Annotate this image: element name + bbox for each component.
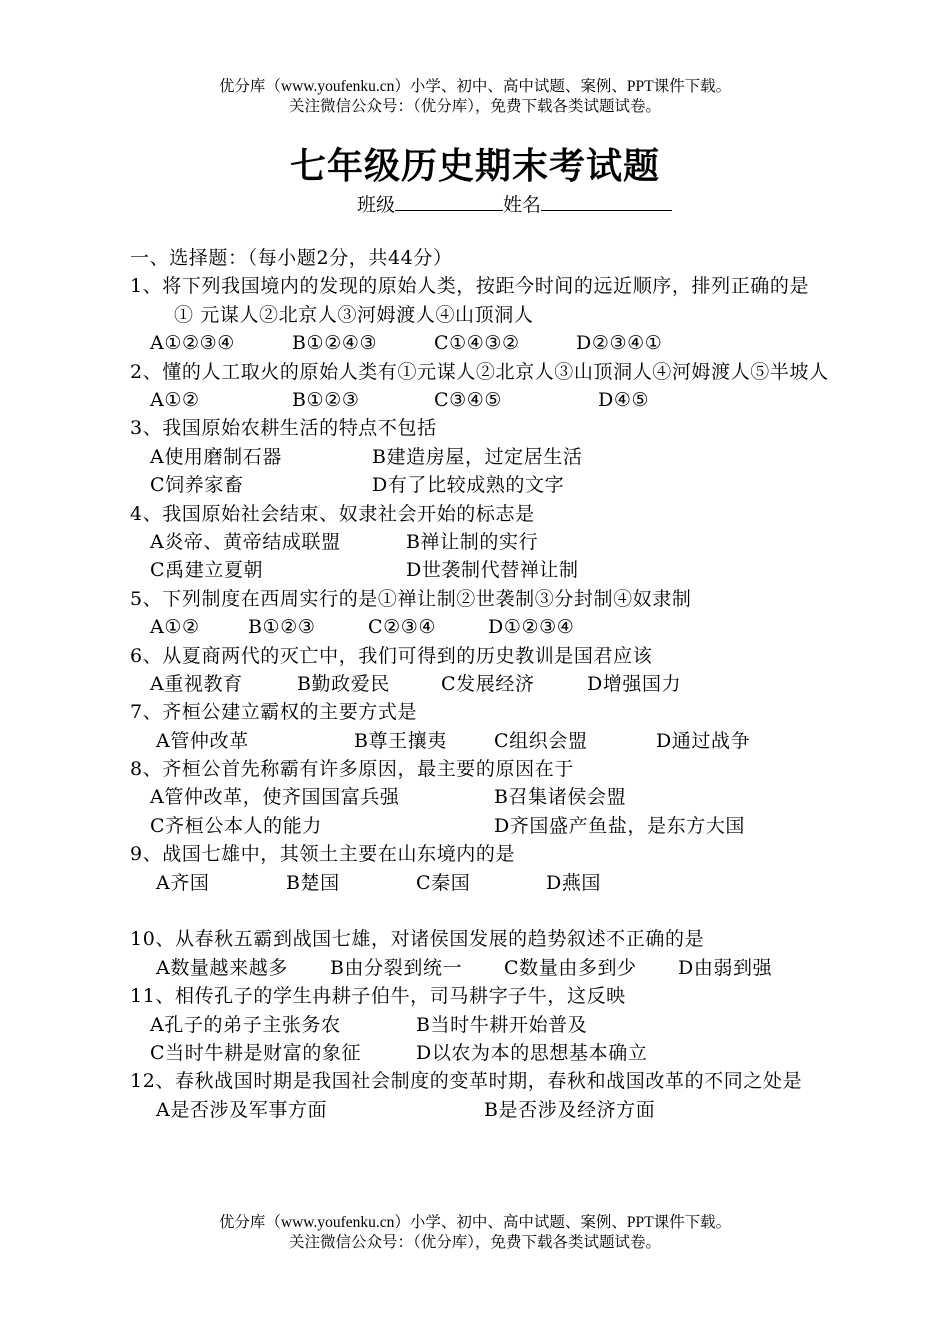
option-b: B召集诸侯会盟 [494, 786, 627, 809]
option-b: B尊王攘夷 [354, 729, 447, 752]
option-a: A炎帝、黄帝结成联盟 [150, 530, 341, 553]
option-a: A管仲改革，使齐国国富兵强 [150, 786, 400, 809]
option-row [130, 556, 830, 584]
option-b: B①②③ [248, 616, 316, 639]
question-7: 7、齐桓公建立霸权的主要方式是 [130, 701, 418, 724]
question-8: 8、齐桓公首先称霸有许多原因，最主要的原因在于 [130, 758, 574, 781]
option-a: A①② [150, 616, 200, 639]
student-info [357, 190, 672, 218]
option-d: D有了比较成熟的文字 [372, 474, 565, 497]
option-d: D④⑤ [598, 388, 650, 411]
option-b: B由分裂到统一 [330, 956, 463, 979]
option-c: C②③④ [368, 616, 437, 639]
question-9: 9、战国七雄中，其领土主要在山东境内的是 [130, 843, 516, 866]
option-row [130, 1039, 830, 1067]
option-row [130, 1011, 830, 1039]
option-b: B建造房屋，过定居生活 [372, 445, 583, 468]
option-c: C③④⑤ [434, 388, 503, 411]
option-row [130, 1096, 830, 1124]
option-b: B勤政爱民 [297, 672, 390, 695]
option-c: C饲养家畜 [150, 474, 244, 497]
option-row [130, 670, 830, 698]
option-row [130, 471, 830, 499]
option-c: C秦国 [416, 871, 471, 894]
question-2 [130, 358, 830, 386]
class-blank [395, 190, 503, 211]
option-a: A重视教育 [150, 672, 243, 695]
option-b: B当时牛耕开始普及 [416, 1013, 588, 1036]
page-footer [0, 1213, 950, 1253]
section-heading: 一、选择题：（每小题2分，共44分） [130, 247, 453, 269]
option-row [130, 869, 830, 897]
question-10: 10、从春秋五霸到战国七雄，对诸侯国发展的趋势叙述不正确的是 [130, 928, 705, 951]
option-d: D增强国力 [587, 672, 682, 695]
option-row [130, 812, 830, 840]
question-1 [130, 272, 830, 300]
option-c: C齐桓公本人的能力 [150, 814, 322, 837]
option-c: C①④③② [434, 332, 520, 355]
option-d: D以农为本的思想基本确立 [416, 1041, 648, 1064]
exam-title: 七年级历史期末考试题 [289, 146, 660, 187]
question-3: 3、我国原始农耕生活的特点不包括 [130, 417, 437, 440]
option-a: A管仲改革 [156, 729, 249, 752]
question-text: 1、将下列我国境内的发现的原始人类，按距今时间的远近顺序，排列正确的是 [130, 275, 810, 298]
question-11: 11、相传孔子的学生冉耕子伯牛，司马耕字子牛，这反映 [130, 985, 626, 1008]
option-c: C数量由多到少 [504, 956, 637, 979]
footer-line-2: 关注微信公众号：（优分库），免费下载各类试题试卷。 [288, 1234, 661, 1251]
option-a: A数量越来越多 [156, 956, 288, 979]
option-d: D燕国 [546, 871, 602, 894]
option-d: D由弱到强 [678, 956, 773, 979]
option-c: C发展经济 [441, 672, 535, 695]
question-text: 2、懂的人工取火的原始人类有①元谋人②北京人③山顶洞人④河姆渡人⑤半坡人 [130, 360, 829, 383]
header-line-1: 优分库（www.youfenku.cn）小学、初中、高中试题、案例、PPT课件下载。 [218, 78, 732, 95]
page-header [0, 77, 950, 117]
exam-content [130, 244, 830, 1124]
option-row [130, 727, 830, 755]
option-row [130, 443, 830, 471]
option-a: A①② [150, 388, 200, 411]
footer-line-1: 优分库（www.youfenku.cn）小学、初中、高中试题、案例、PPT课件下载。 [218, 1214, 732, 1231]
name-label: 姓名 [503, 194, 542, 216]
option-row [130, 954, 830, 982]
option-d: D②③④① [576, 332, 663, 355]
blank-line [130, 897, 830, 925]
question-text: 12、春秋战国时期是我国社会制度的变革时期，春秋和战国改革的不同之处是 [130, 1070, 803, 1093]
option-a: A①②③④ [150, 332, 235, 355]
option-row [130, 528, 830, 556]
option-row [130, 783, 830, 811]
question-4: 4、我国原始社会结束、奴隶社会开始的标志是 [130, 502, 535, 525]
option-b: B是否涉及经济方面 [484, 1098, 656, 1121]
option-d: D①②③④ [488, 616, 575, 639]
option-c: C禹建立夏朝 [150, 559, 264, 582]
option-b: B①②④③ [292, 332, 378, 355]
option-a: A孔子的弟子主张务农 [150, 1013, 341, 1036]
header-line-2: 关注微信公众号：（优分库），免费下载各类试题试卷。 [288, 98, 661, 115]
class-label: 班级 [357, 194, 396, 216]
question-6: 6、从夏商两代的灭亡中，我们可得到的历史教训是国君应该 [130, 644, 653, 667]
option-b: B①②③ [292, 388, 360, 411]
question-12 [130, 1067, 830, 1095]
question-sub: ① 元谋人②北京人③河姆渡人④山顶洞人 [174, 303, 534, 326]
option-row [130, 386, 830, 414]
name-blank [541, 190, 672, 211]
option-a: A是否涉及军事方面 [156, 1098, 328, 1121]
option-b: B禅让制的实行 [406, 530, 539, 553]
option-a: A使用磨制石器 [150, 445, 282, 468]
question-5: 5、下列制度在西周实行的是①禅让制②世袭制③分封制④奴隶制 [130, 587, 692, 610]
option-a: A齐国 [156, 871, 210, 894]
option-c: C当时牛耕是财富的象征 [150, 1041, 362, 1064]
option-b: B楚国 [286, 871, 340, 894]
option-d: D世袭制代替禅让制 [406, 559, 579, 582]
option-d: D通过战争 [656, 729, 751, 752]
option-d: D齐国盛产鱼盐，是东方大国 [494, 814, 746, 837]
option-c: C组织会盟 [494, 729, 588, 752]
option-row [130, 613, 830, 641]
option-row [130, 329, 830, 357]
